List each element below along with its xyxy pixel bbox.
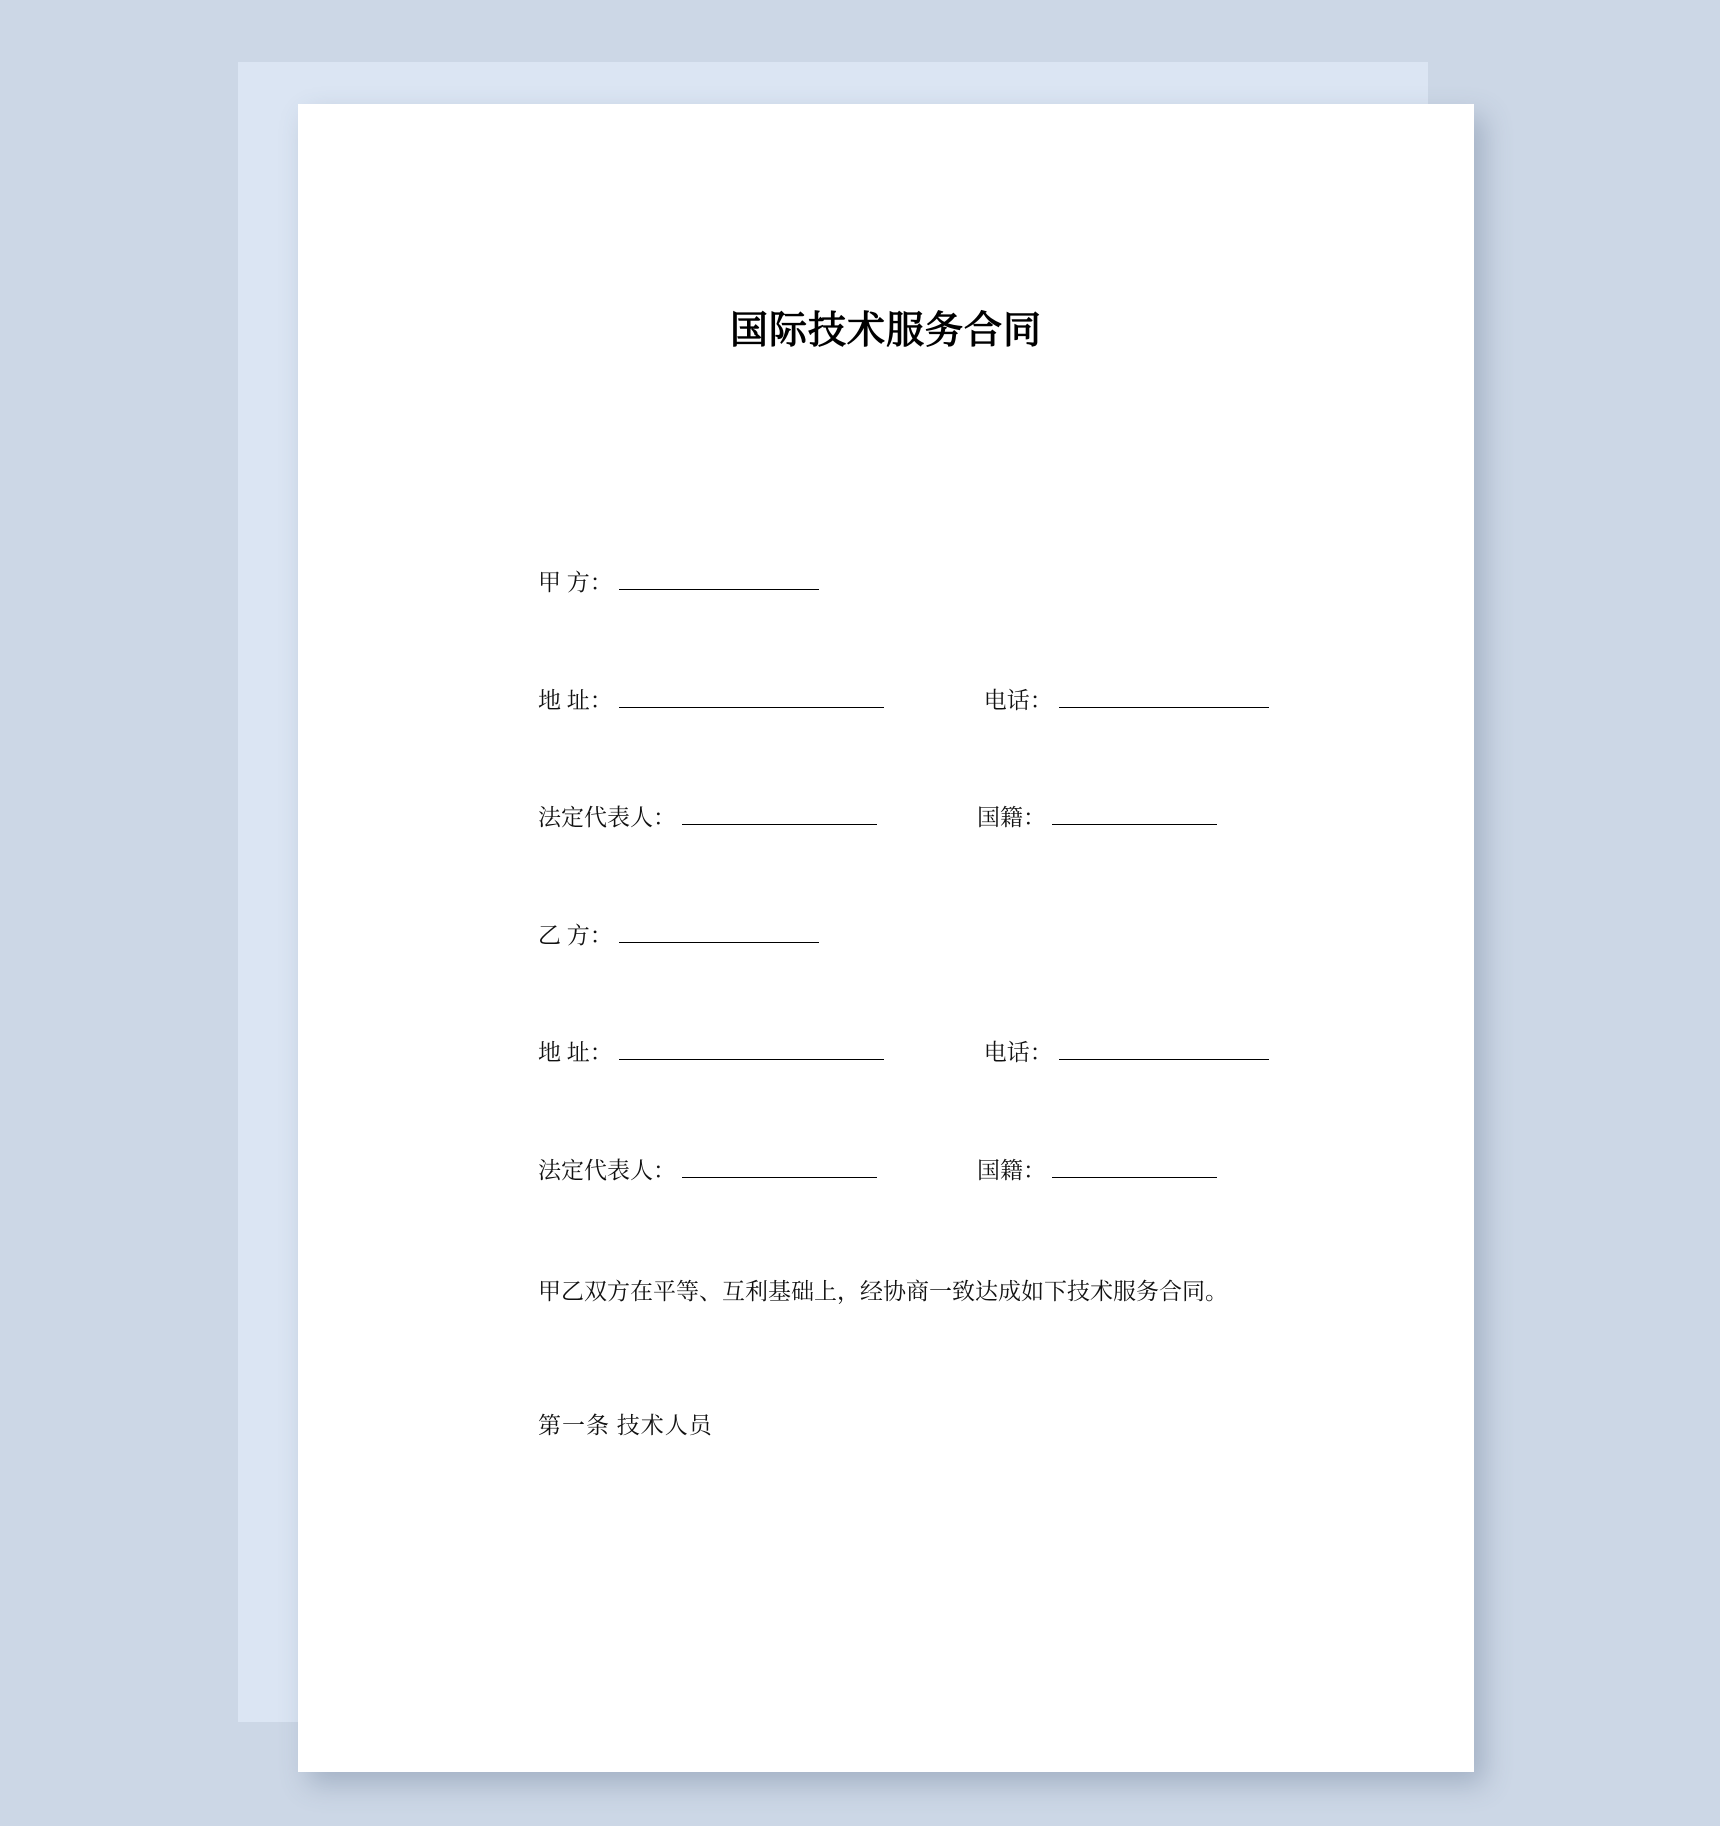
- party-a-phone-blank[interactable]: [1059, 687, 1269, 708]
- party-a-nationality-label: 国籍：: [977, 805, 1046, 831]
- page-title: 国际技术服务合同: [729, 308, 1042, 352]
- party-b-address-label: 地 址：: [538, 1040, 613, 1066]
- party-b-name-field: [538, 922, 819, 950]
- contract-fields: [368, 569, 1404, 1444]
- party-a-phone-field: [984, 687, 1269, 715]
- party-b-nationality-field: [977, 1157, 1217, 1185]
- party-b-legal-rep-label: 法定代表人：: [538, 1157, 676, 1183]
- party-a-name-row: [538, 569, 1374, 597]
- party-a-name-blank[interactable]: [619, 569, 819, 590]
- party-b-phone-blank[interactable]: [1059, 1039, 1269, 1060]
- party-a-legal-rep-label: 法定代表人：: [538, 805, 676, 831]
- party-b-phone-label: 电话：: [983, 1040, 1053, 1066]
- party-b-legal-rep-field: [538, 1157, 877, 1185]
- preamble-paragraph: 甲乙双方在平等、互利基础上，经协商一致达成如下技术服务合同。: [538, 1278, 1228, 1304]
- party-b-name-label: 乙 方：: [538, 922, 613, 948]
- clause-one-heading: 第一条 技术人员: [538, 1413, 713, 1439]
- party-a-legal-rep-field: [538, 804, 877, 832]
- party-b-nationality-label: 国籍：: [977, 1157, 1046, 1183]
- party-b-address-blank[interactable]: [619, 1039, 884, 1060]
- party-b-name-blank[interactable]: [619, 922, 819, 943]
- party-b-phone-field: [984, 1039, 1269, 1067]
- party-a-name-label: 甲 方：: [538, 570, 613, 595]
- document-page: [298, 104, 1474, 1772]
- party-a-address-field: [538, 687, 884, 715]
- party-a-address-label: 地 址：: [538, 687, 613, 713]
- party-a-nationality-blank[interactable]: [1052, 804, 1217, 825]
- party-a-address-row: [538, 687, 1374, 715]
- party-b-name-row: [538, 922, 1374, 950]
- party-b-address-field: [538, 1039, 884, 1067]
- party-b-address-row: [538, 1039, 1374, 1067]
- party-a-address-blank[interactable]: [619, 687, 884, 708]
- party-b-nationality-blank[interactable]: [1052, 1157, 1217, 1178]
- party-a-legal-rep-blank[interactable]: [682, 804, 877, 825]
- party-a-legal-rep-row: [538, 804, 1374, 832]
- document-content: [298, 104, 1474, 1772]
- party-a-phone-label: 电话：: [983, 687, 1053, 713]
- party-b-legal-rep-blank[interactable]: [682, 1157, 877, 1178]
- party-a-name-field: [538, 569, 819, 597]
- party-a-nationality-field: [977, 804, 1217, 832]
- party-b-legal-rep-row: [538, 1157, 1374, 1185]
